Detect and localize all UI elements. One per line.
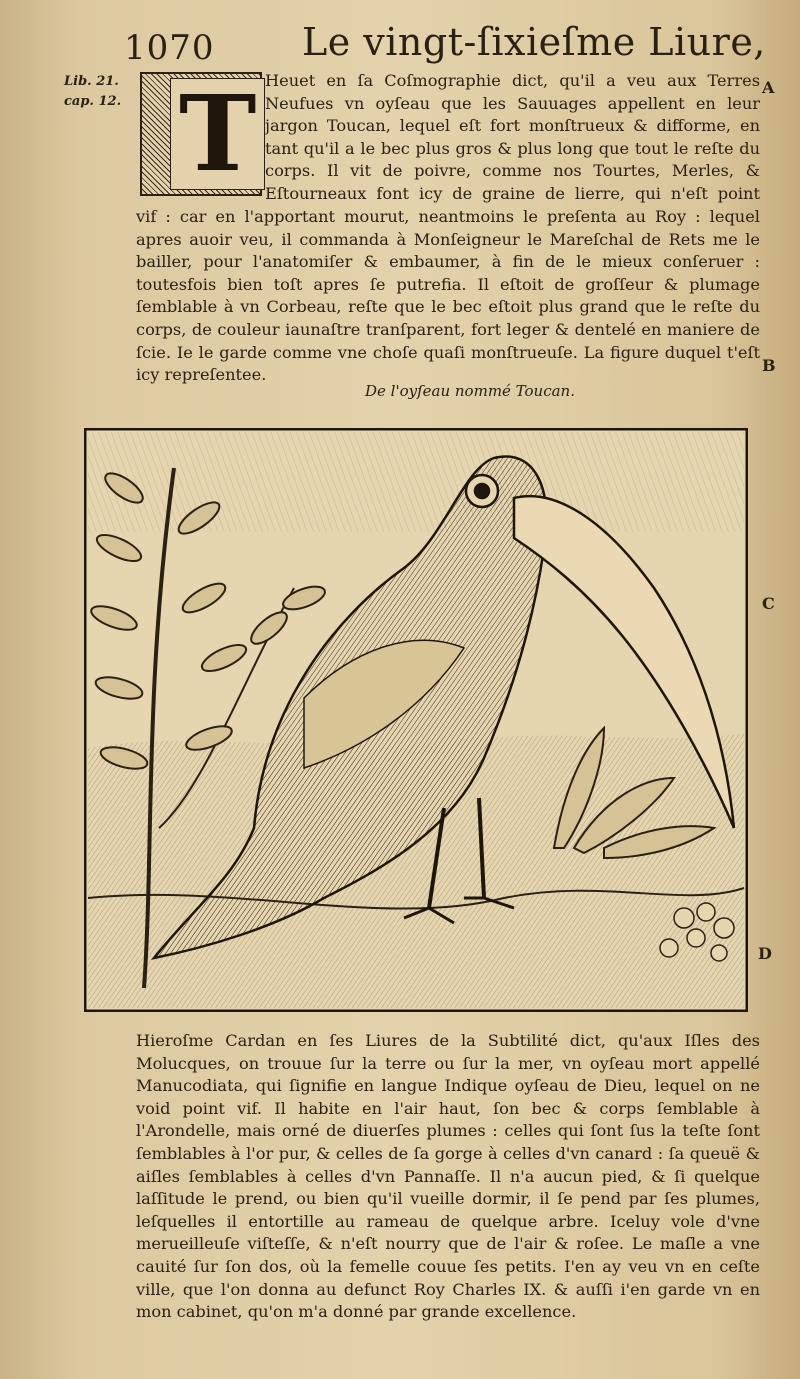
paragraph-top-continued: vif : car en l'apportant mourut, neantmoins le preſenta au Roy : lequel apres auoir veu, il commanda à Monſeigneur le Mareſchal de Rets me le bailler, pour l'anatomiſer & embaumer, à fin de le mieux conſeruer : toutesfois bien toſt apres ſe putrefia. Il eſtoit de groſſeur & plumage ſemblable à vn Corbeau, reſte que le bec eſtoit plus grand que le reſte du corps, de couleur iaunaſtre tranſparent, fort leger & dentelé en maniere de ſcie. Ie le garde comme vne choſe quaſi monſtrueuſe. La figure duquel t'eſt icy repreſentee. [136,207,760,385]
page-number: 1070 [124,28,215,68]
decorated-initial [140,72,262,196]
margin-letter-b: B [762,356,776,375]
margin-reference [64,72,121,112]
margin-letter-d: D [758,944,772,963]
initial-letter: T [170,78,265,190]
paragraph-top: Heuet en ſa Coſmographie dict, qu'il a veu aux Terres Neufues vn oyſeau que les Sauuages appellent en leur jargon Toucan, lequel eſt fort monſtrueux & difforme, en tant qu'il a le bec plus gros & plus long que tout le reſte du corps. Il vit de poivre, comme nos Tourtes, Merles, & Eſtourneaux font icy de graine de lierre, qui n'eſt point [265,71,760,203]
paragraph-bottom: Hieroſme Cardan en ſes Liures de la Subtilité dict, qu'aux Iſles des Molucques, on trouue ſur la terre ou ſur la mer, vn oyſeau mort appellé Manucodiata, qui ſignifie en langue Indique oyſeau de Dieu, lequel on ne void point vif. Il habite en l'air haut, ſon bec & corps ſemblable à l'Arondelle, mais orné de diuerſes plumes : celles qui ſont ſus la teſte ſont ſemblables à l'or pur, & celles de ſa gorge à celles d'vn canard : ſa queuë & aiſles ſemblables à celles d'vn Pannaſſe. Il n'a aucun pied, & ſi quelque laſſitude le prend, ou bien qu'il vueille dormir, il ſe pend par ſes plumes, leſquelles il entortille au rameau de quelque arbre. Iceluy vole d'vne merueilleuſe viſteſſe, & n'eſt nourry que de l'air & roſee. Le maſle a vne cauité ſur ſon dos, où la femelle couue ſes petits. I'en ay veu vn en ceſte ville, que l'on donna au defunct Roy Charles IX. & auſſi i'en garde vn en mon cabinet, qu'on m'a donné par grande excellence. [136,1031,760,1322]
margin-letter-a: A [762,78,775,97]
margin-letter-c: C [762,594,775,613]
toucan-woodcut-illustration [84,428,748,1012]
margin-reference-book: Lib. 21. [64,74,119,89]
figure-caption: De l'oyſeau nommé Toucan. [365,382,575,400]
margin-reference-chapter: cap. 12. [64,94,122,109]
running-title: Le vingt-ſixieſme Liure, [302,20,766,64]
